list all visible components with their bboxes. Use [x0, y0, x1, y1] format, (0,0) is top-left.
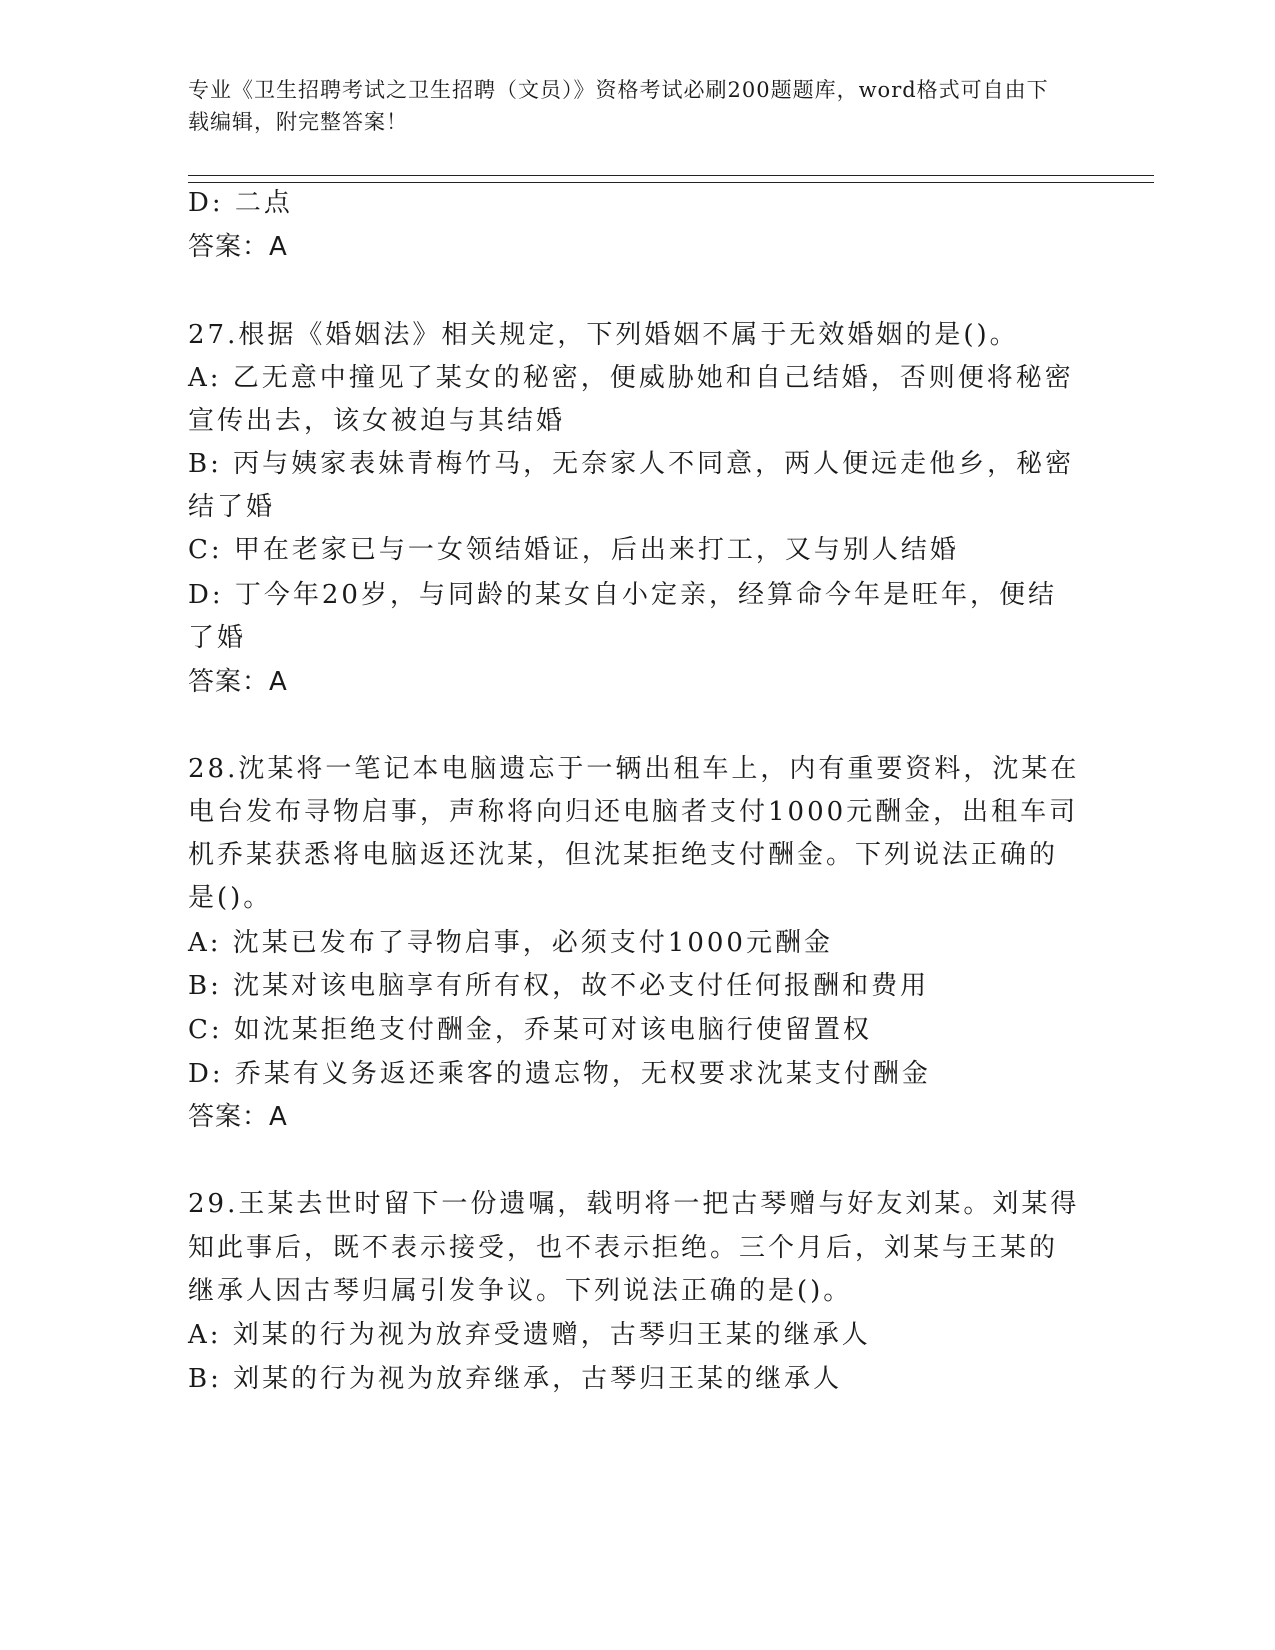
q29-stem-line1: 29.王某去世时留下一份遗嘱，载明将一把古琴赠与好友刘某。刘某得 [188, 1189, 1080, 1219]
q27-option-a-line1: A: 乙无意中撞见了某女的秘密，便威胁她和自己结婚，否则便将秘密 [188, 363, 1074, 393]
q28-stem-line2: 电台发布寻物启事，声称将向归还电脑者支付1000元酬金，出租车司 [188, 797, 1079, 827]
q26-answer: 答案：A [188, 232, 288, 262]
header-divider-bottom [188, 182, 1154, 183]
q27-stem: 27.根据《婚姻法》相关规定，下列婚姻不属于无效婚姻的是()。 [188, 320, 1019, 350]
q27-option-c: C: 甲在老家已与一女领结婚证，后出来打工，又与别人结婚 [188, 535, 959, 565]
q29-stem-line3: 继承人因古琴归属引发争议。下列说法正确的是()。 [188, 1276, 853, 1306]
q28-stem-line3: 机乔某获悉将电脑返还沈某，但沈某拒绝支付酬金。下列说法正确的 [188, 840, 1059, 870]
q28-option-c: C: 如沈某拒绝支付酬金，乔某可对该电脑行使留置权 [188, 1015, 872, 1045]
header-divider-top [188, 175, 1154, 176]
q26-option-d: D: 二点 [188, 188, 293, 218]
page-header-title: 专业《卫生招聘考试之卫生招聘（文员）》资格考试必刷200题题库，word格式可自由下载编辑，附完整答案！ [188, 78, 1049, 134]
q27-option-b-line1: B: 丙与姨家表妹青梅竹马，无奈家人不同意，两人便远走他乡，秘密 [188, 449, 1075, 479]
q28-option-b: B: 沈某对该电脑享有所有权，故不必支付任何报酬和费用 [188, 971, 930, 1001]
q28-stem-line4: 是()。 [188, 883, 273, 913]
q28-stem-line1: 28.沈某将一笔记本电脑遗忘于一辆出租车上，内有重要资料，沈某在 [188, 754, 1080, 784]
q27-option-a-line2: 宣传出去，该女被迫与其结婚 [188, 406, 566, 436]
q27-option-d-line2: 了婚 [188, 623, 247, 653]
q28-option-d: D: 乔某有义务返还乘客的遗忘物，无权要求沈某支付酬金 [188, 1059, 931, 1089]
q27-option-d-line1: D: 丁今年20岁，与同龄的某女自小定亲，经算命今年是旺年，便结 [188, 580, 1057, 610]
q28-option-a: A: 沈某已发布了寻物启事，必须支付1000元酬金 [188, 928, 833, 958]
q27-option-b-line2: 结了婚 [188, 492, 276, 522]
q28-answer: 答案：A [188, 1102, 288, 1132]
q29-stem-line2: 知此事后，既不表示接受，也不表示拒绝。三个月后，刘某与王某的 [188, 1233, 1059, 1263]
q29-option-a: A: 刘某的行为视为放弃受遗赠，古琴归王某的继承人 [188, 1320, 871, 1350]
q29-option-b: B: 刘某的行为视为放弃继承，古琴归王某的继承人 [188, 1364, 843, 1394]
q27-answer: 答案：A [188, 667, 288, 697]
